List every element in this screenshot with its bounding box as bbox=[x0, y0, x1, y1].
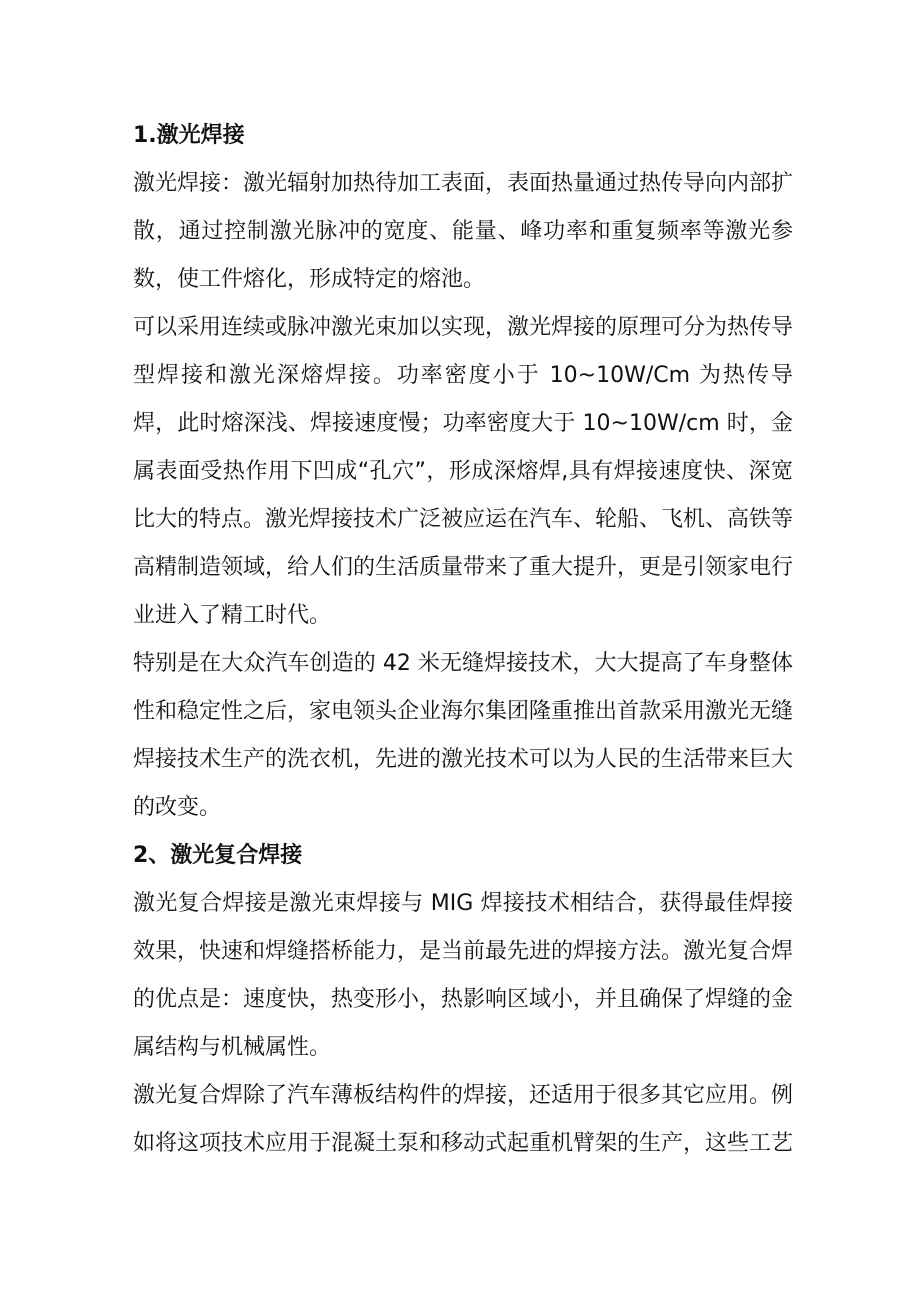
paragraph: 特别是在大众汽车创造的 42 米无缝焊接技术，大大提高了车身整体性和稳定性之后，家电领头企业海尔集团隆重推出首款采用激光无缝焊接技术生产的洗衣机，先进的激光技术可以为人民的生活带来巨大的改变。 bbox=[133, 651, 794, 820]
section-heading-laser-welding: 1.激光焊接 bbox=[133, 123, 245, 148]
paragraph: 可以采用连续或脉冲激光束加以实现，激光焊接的原理可分为热传导型焊接和激光深熔焊接。功率密度小于 10~10W/Cm 为热传导焊，此时熔深浅、焊接速度慢；功率密度大于 10~10W/cm 时，金属表面受热作用下凹成“孔穴”，形成深熔焊,具有焊接速度快、深宽比大的特点。激光焊接技术广泛被应运在汽车、轮船、飞机、高铁等高精制造领域，给人们的生活质量带来了重大提升，更是引领家电行业进入了精工时代。 bbox=[133, 315, 794, 628]
paragraph: 激光焊接：激光辐射加热待加工表面，表面热量通过热传导向内部扩散，通过控制激光脉冲的宽度、能量、峰功率和重复频率等激光参数，使工件熔化，形成特定的熔池。 bbox=[133, 171, 794, 292]
paragraph: 激光复合焊接是激光束焊接与 MIG 焊接技术相结合，获得最佳焊接效果，快速和焊缝搭桥能力，是当前最先进的焊接方法。激光复合焊的优点是：速度快，热变形小，热影响区域小，并且确保了焊缝的金属结构与机械属性。 bbox=[133, 891, 794, 1060]
document-body bbox=[133, 112, 793, 1168]
section-heading-laser-hybrid-welding: 2、激光复合焊接 bbox=[133, 843, 303, 868]
paragraph: 激光复合焊除了汽车薄板结构件的焊接，还适用于很多其它应用。例如将这项技术应用于混凝土泵和移动式起重机臂架的生产，这些工艺 bbox=[133, 1083, 794, 1156]
